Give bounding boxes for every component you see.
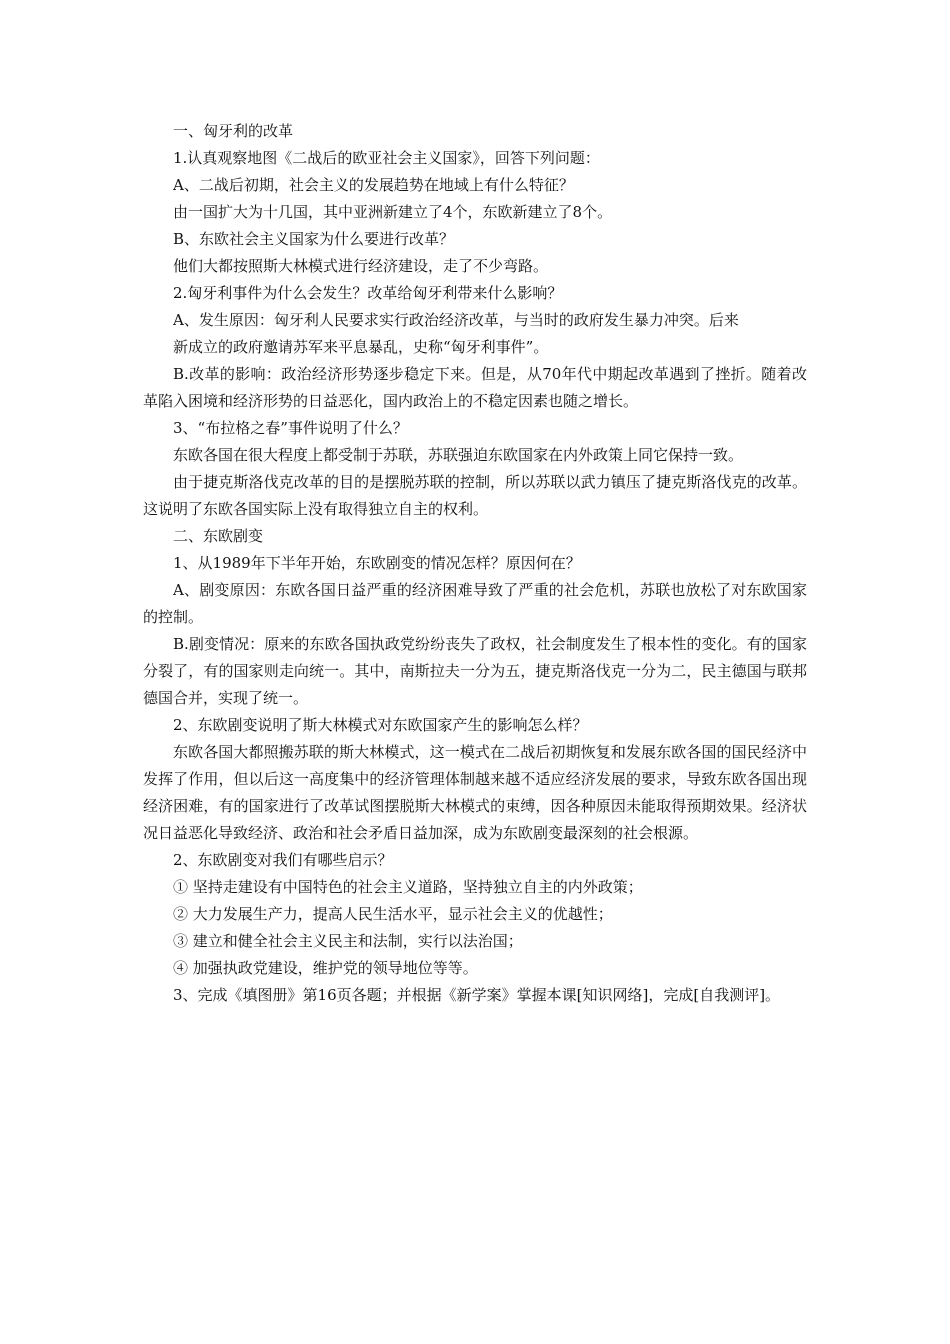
list-item: ② 大力发展生产力，提高人民生活水平，显示社会主义的优越性；: [173, 905, 613, 923]
answer-paragraph: 由一国扩大为十几国，其中亚洲新建立了4个，东欧新建立了8个。: [173, 203, 613, 221]
sub-question: B、东欧社会主义国家为什么要进行改革？: [173, 230, 455, 248]
question: 2、东欧剧变说明了斯大林模式对东欧国家产生的影响怎么样？: [173, 716, 588, 734]
document-body: [143, 118, 807, 1009]
question: 3、“布拉格之春”事件说明了什么？: [173, 419, 408, 437]
answer-paragraph: B.剧变情况：原来的东欧各国执政党纷纷丧失了政权，社会制度发生了根本性的变化。有的国家分裂了，有的国家则走向统一。其中，南斯拉夫一分为五，捷克斯洛伐克一分为二，民主德国与联邦德国合并，实现了统一。: [143, 635, 807, 707]
answer-paragraph: 他们大都按照斯大林模式进行经济建设，走了不少弯路。: [173, 257, 549, 275]
section-heading: 一、匈牙利的改革: [173, 122, 294, 140]
sub-question: A、二战后初期，社会主义的发展趋势在地域上有什么特征？: [173, 176, 574, 194]
answer-paragraph: B.改革的影响：政治经济形势逐步稳定下来。但是，从70年代中期起改革遇到了挫折。随着改革陷入困境和经济形势的日益恶化，国内政治上的不稳定因素也随之增长。: [143, 365, 807, 410]
answer-paragraph: 新成立的政府邀请苏军来平息暴乱，史称“匈牙利事件”。: [173, 338, 549, 356]
answer-paragraph: 东欧各国在很大程度上都受制于苏联，苏联强迫东欧国家在内外政策上同它保持一致。: [173, 446, 744, 464]
question: 3、完成《填图册》第16页各题；并根据《新学案》掌握本课[知识网络]，完成[自我测评]。: [173, 986, 781, 1004]
question: 1、从1989年下半年开始，东欧剧变的情况怎样？原因何在？: [173, 554, 581, 572]
answer-paragraph: A、剧变原因：东欧各国日益严重的经济困难导致了严重的社会危机，苏联也放松了对东欧国家的控制。: [143, 581, 807, 626]
question: 2.匈牙利事件为什么会发生？改革给匈牙利带来什么影响？: [173, 284, 563, 302]
answer-paragraph: 由于捷克斯洛伐克改革的目的是摆脱苏联的控制，所以苏联以武力镇压了捷克斯洛伐克的改革。这说明了东欧各国实际上没有取得独立自主的权利。: [143, 473, 807, 518]
list-item: ④ 加强执政党建设，维护党的领导地位等等。: [173, 959, 478, 977]
list-item: ③ 建立和健全社会主义民主和法制，实行以法治国；: [173, 932, 523, 950]
answer-paragraph: 东欧各国大都照搬苏联的斯大林模式，这一模式在二战后初期恢复和发展东欧各国的国民经济中发挥了作用，但以后这一高度集中的经济管理体制越来越不适应经济发展的要求，导致东欧各国出现经济困难，有的国家进行了改革试图摆脱斯大林模式的束缚，因各种原因未能取得预期效果。经济状况日益恶化导致经济、政治和社会矛盾日益加深，成为东欧剧变最深刻的社会根源。: [143, 743, 807, 842]
question: 1.认真观察地图《二战后的欧亚社会主义国家》，回答下列问题：: [173, 149, 600, 167]
answer-paragraph: A、发生原因：匈牙利人民要求实行政治经济改革，与当时的政府发生暴力冲突。后来: [173, 311, 739, 329]
list-item: ① 坚持走建设有中国特色的社会主义道路，坚持独立自主的内外政策；: [173, 878, 643, 896]
question: 2、东欧剧变对我们有哪些启示？: [173, 851, 393, 869]
section-heading: 二、东欧剧变: [173, 527, 264, 545]
